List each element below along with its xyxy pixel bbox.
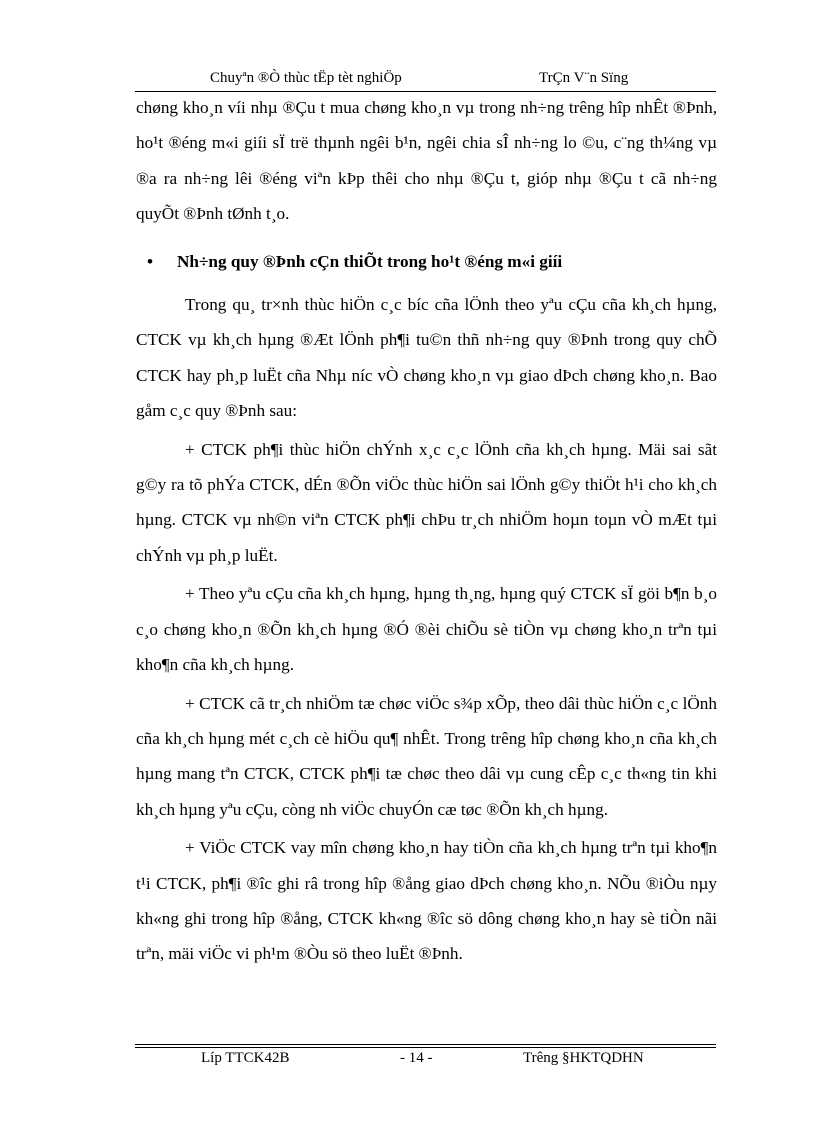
page-header: [135, 68, 716, 90]
document-body: [136, 90, 717, 972]
footer-rule-bottom: [135, 1047, 716, 1048]
footer-school: Trêng §HKTQDHN: [523, 1050, 644, 1066]
bullet-icon: •: [147, 251, 154, 271]
paragraph-rule-2: + Theo yªu cÇu cña kh¸ch hµng, hµng th¸ng, hµng quý CTCK sÏ göi b¶n b¸o c¸o chøng kho¸n ®Õn kh¸ch hµng ®Ó ®èi chiÕu sè tiÒn vµ chøng kho¸n trªn tµi kho¶n cña kh¸ch hµng.: [136, 584, 717, 675]
header-author: TrÇn V¨n Sïng: [539, 70, 629, 86]
page-number: - 14 -: [400, 1050, 433, 1066]
paragraph-rule-4: + ViÖc CTCK vay mîn chøng kho¸n hay tiÒn cña kh¸ch hµng trªn tµi kho¶n t¹i CTCK, ph¶i ®îc ghi râ trong hîp ®ång giao dÞch chøng kho¸n. NÕu ®iÒu nµy kh«ng ghi trong hîp ®ång, CTCK kh«ng ®îc sö dông chøng kho¸n hay sè tiÒn nãi trªn, mäi viÖc vi ph¹m ®Òu sö theo luËt ®Þnh.: [136, 838, 717, 964]
paragraph-intro: Trong qu¸ tr×nh thùc hiÖn c¸c bíc cña lÖnh theo yªu cÇu cña kh¸ch hµng, CTCK vµ kh¸ch hµng ®Æt lÖnh ph¶i tu©n thñ nh÷ng quy ®Þnh trong quy chÕ CTCK hay ph¸p luËt cña Nhµ níc vÒ chøng kho¸n vµ giao dÞch chøng kho¸n. Bao gåm c¸c quy ®Þnh sau:: [136, 295, 717, 421]
header-title: Chuyªn ®Ò thùc tËp tèt nghiÖp: [210, 70, 402, 86]
footer-rule-top: [135, 1044, 716, 1045]
paragraph-rule-1: + CTCK ph¶i thùc hiÖn chÝnh x¸c c¸c lÖnh cña kh¸ch hµng. Mäi sai sãt g©y ra tõ phÝa CTCK, dÉn ®Õn viÖc thùc hiÖn sai lÖnh g©y thiÖt h¹i cho kh¸ch hµng. CTCK vµ nh©n viªn CTCK ph¶i chÞu tr¸ch nhiÖm hoµn toµn vÒ mÆt tµi chÝnh vµ ph¸p luËt.: [136, 439, 717, 565]
bullet-heading: [136, 244, 717, 279]
section-heading: Nh÷ng quy ®Þnh cÇn thiÕt trong ho¹t ®éng m«i giíi: [177, 251, 563, 271]
page-footer: [135, 1050, 716, 1072]
paragraph-rule-3: + CTCK cã tr¸ch nhiÖm tæ chøc viÖc s¾p xÕp, theo dâi thùc hiÖn c¸c lÖnh cña kh¸ch hµng mét c¸ch cè hiÖu qu¶ nhÊt. Trong trêng hîp chøng kho¸n cña kh¸ch hµng mang tªn CTCK, CTCK ph¶i tæ chøc theo dâi vµ cung cÊp c¸c th«ng tin khi kh¸ch hµng yªu cÇu, còng nh viÖc chuyÓn cæ tøc ®Õn kh¸ch hµng.: [136, 693, 717, 819]
footer-class: Líp TTCK42B: [201, 1050, 290, 1066]
paragraph-continued: chøng kho¸n víi nhµ ®Çu t mua chøng kho¸n vµ trong nh÷ng trêng hîp nhÊt ®Þnh, ho¹t ®éng m«i giíi sÏ trë thµnh ngêi b¹n, ngêi chia sÎ nh÷ng lo ©u, c¨ng th¼ng vµ ®a ra nh÷ng lêi ®éng viªn kÞp thêi cho nhµ ®Çu t, gióp nhµ ®Çu t cã nh÷ng quyÕt ®Þnh tØnh t¸o.: [136, 98, 717, 224]
